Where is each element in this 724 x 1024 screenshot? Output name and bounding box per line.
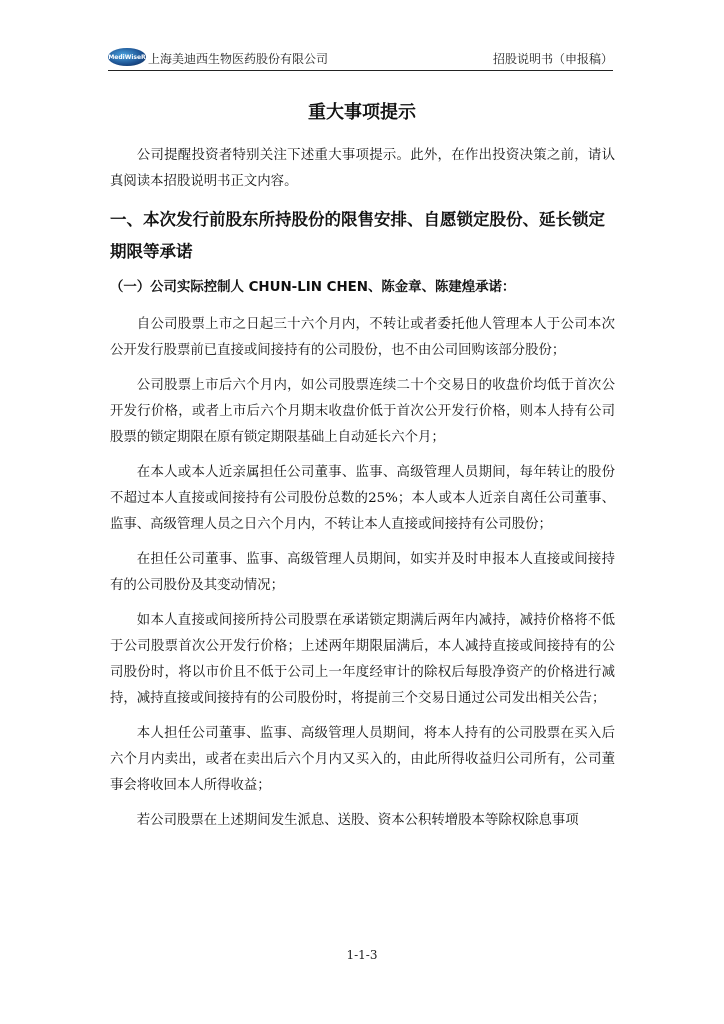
section-heading: 一、本次发行前股东所持股份的限售安排、自愿锁定股份、延长锁定期限等承诺	[110, 210, 605, 261]
document-body	[110, 143, 615, 843]
body-paragraph: 本人担任公司董事、监事、高级管理人员期间，将本人持有的公司股票在买入后六个月内卖出，或者在卖出后六个月内又买入的，由此所得收益归公司所有，公司董事会将收回本人所得收益；	[110, 726, 615, 793]
page-header	[108, 46, 613, 71]
document-type: 招股说明书（申报稿）	[492, 52, 613, 66]
body-paragraph: 若公司股票在上述期间发生派息、送股、资本公积转增股本等除权除息事项	[136, 813, 579, 828]
body-paragraph: 如本人直接或间接所持公司股票在承诺锁定期满后两年内减持，减持价格将不低于公司股票首次公开发行价格；上述两年期限届满后，本人减持直接或间接持有的公司股份时，将以市价且不低于公司上一年度经审计的除权后每股净资产的价格进行减持，减持直接或间接持有的公司股份时，将提前三个交易日通过公司发出相关公告；	[110, 613, 615, 706]
logo-text: MediWiseR	[108, 53, 146, 61]
body-paragraph: 在担任公司董事、监事、高级管理人员期间，如实并及时申报本人直接或间接持有的公司股份及其变动情况；	[110, 552, 615, 593]
body-paragraph: 公司股票上市后六个月内，如公司股票连续二十个交易日的收盘价均低于首次公开发行价格，或者上市后六个月期末收盘价低于首次公开发行价格，则本人持有公司股票的锁定期限在原有锁定期限基础上自动延长六个月；	[110, 378, 615, 445]
page-number: 1-1-3	[346, 948, 378, 962]
company-logo	[108, 48, 146, 66]
company-name: 上海美迪西生物医药股份有限公司	[148, 52, 329, 66]
body-paragraph: 自公司股票上市之日起三十六个月内，不转让或者委托他人管理本人于公司本次公开发行股票前已直接或间接持有的公司股份，也不由公司回购该部分股份；	[110, 317, 615, 358]
intro-paragraph: 公司提醒投资者特别关注下述重大事项提示。此外，在作出投资决策之前，请认真阅读本招股说明书正文内容。	[110, 148, 615, 189]
body-paragraph: 在本人或本人近亲属担任公司董事、监事、高级管理人员期间，每年转让的股份不超过本人直接或间接持有公司股份总数的25%；本人或本人近亲自离任公司董事、监事、高级管理人员之日六个月内，不转让本人直接或间接持有公司股份；	[110, 465, 615, 532]
subsection-heading: （一）公司实际控制人 CHUN-LIN CHEN、陈金章、陈建煌承诺：	[110, 280, 516, 295]
page-title: 重大事项提示	[308, 102, 416, 123]
